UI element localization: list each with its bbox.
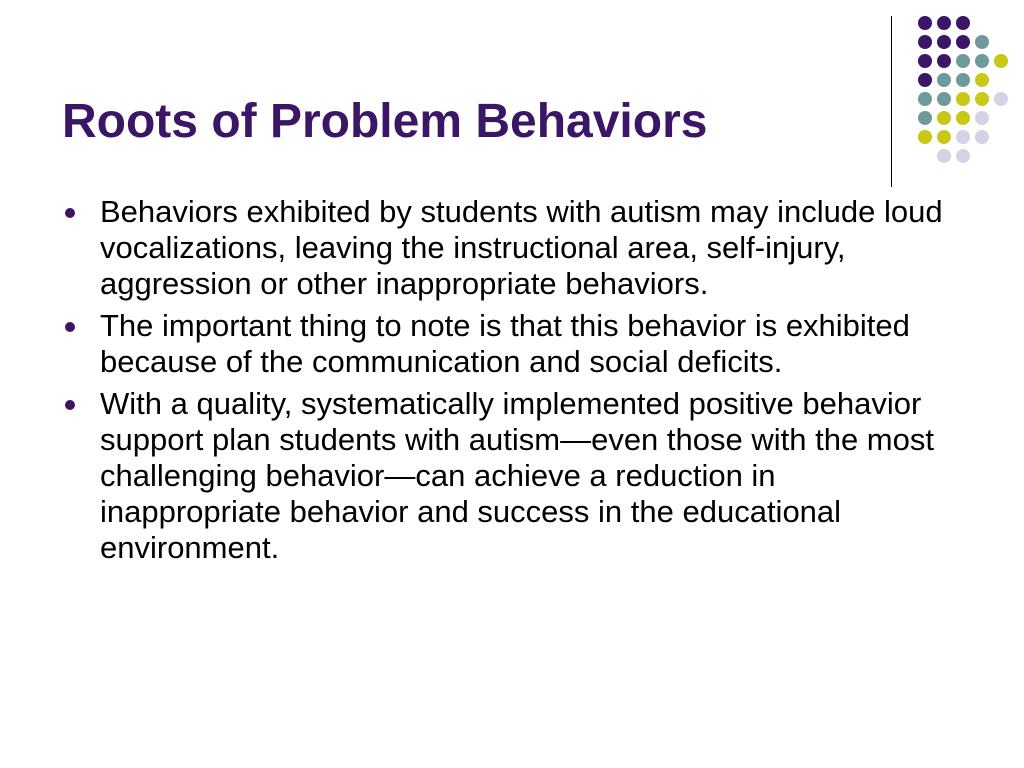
decorative-dot [918, 130, 932, 144]
decorative-dot [937, 92, 951, 106]
decorative-dot [937, 111, 951, 125]
decorative-dot [937, 130, 951, 144]
decorative-dot [918, 54, 932, 68]
decorative-dot [975, 54, 989, 68]
slide-title: Roots of Problem Behaviors [62, 95, 708, 148]
decorative-dot [956, 16, 970, 30]
decorative-dot [918, 35, 932, 49]
decorative-dot [937, 73, 951, 87]
decorative-dot [956, 130, 970, 144]
decorative-dot [994, 92, 1008, 106]
decorative-dot [956, 54, 970, 68]
decorative-dot [975, 73, 989, 87]
decorative-dot [956, 149, 970, 163]
decorative-dot [975, 92, 989, 106]
decorative-dot [937, 54, 951, 68]
bullet-text: The important thing to note is that this behavior is exhibited because of the communication and social deficits. [100, 308, 910, 379]
decorative-dot [956, 111, 970, 125]
bullet-text: With a quality, systematically implemented positive behavior support plan students with autism—even those with the most challenging behavior—can achieve a reduction in inappropriate behavior and success in the educational environment. [100, 386, 934, 565]
bullet-item [62, 308, 962, 380]
bullet-text: Behaviors exhibited by students with autism may include loud vocalizations, leaving the instructional area, self-injury, aggression or other inappropriate behaviors. [100, 194, 943, 301]
decorative-dot [918, 73, 932, 87]
bullet-point-icon [65, 400, 75, 410]
bullet-item [62, 386, 962, 566]
decorative-dot [937, 149, 951, 163]
decorative-dot [994, 54, 1008, 68]
decorative-dot [918, 16, 932, 30]
decorative-dot [975, 35, 989, 49]
decorative-dot [956, 35, 970, 49]
vertical-divider [891, 16, 892, 187]
decorative-dot [937, 35, 951, 49]
bullet-point-icon [65, 322, 75, 332]
decorative-dot [918, 111, 932, 125]
decorative-dot [956, 92, 970, 106]
decorative-dot [937, 16, 951, 30]
decorative-dot [956, 73, 970, 87]
bullet-point-icon [65, 208, 75, 218]
decorative-dot [918, 92, 932, 106]
bullet-item [62, 194, 962, 302]
decorative-dot [975, 130, 989, 144]
bullet-list [62, 194, 962, 572]
decorative-dot [975, 111, 989, 125]
